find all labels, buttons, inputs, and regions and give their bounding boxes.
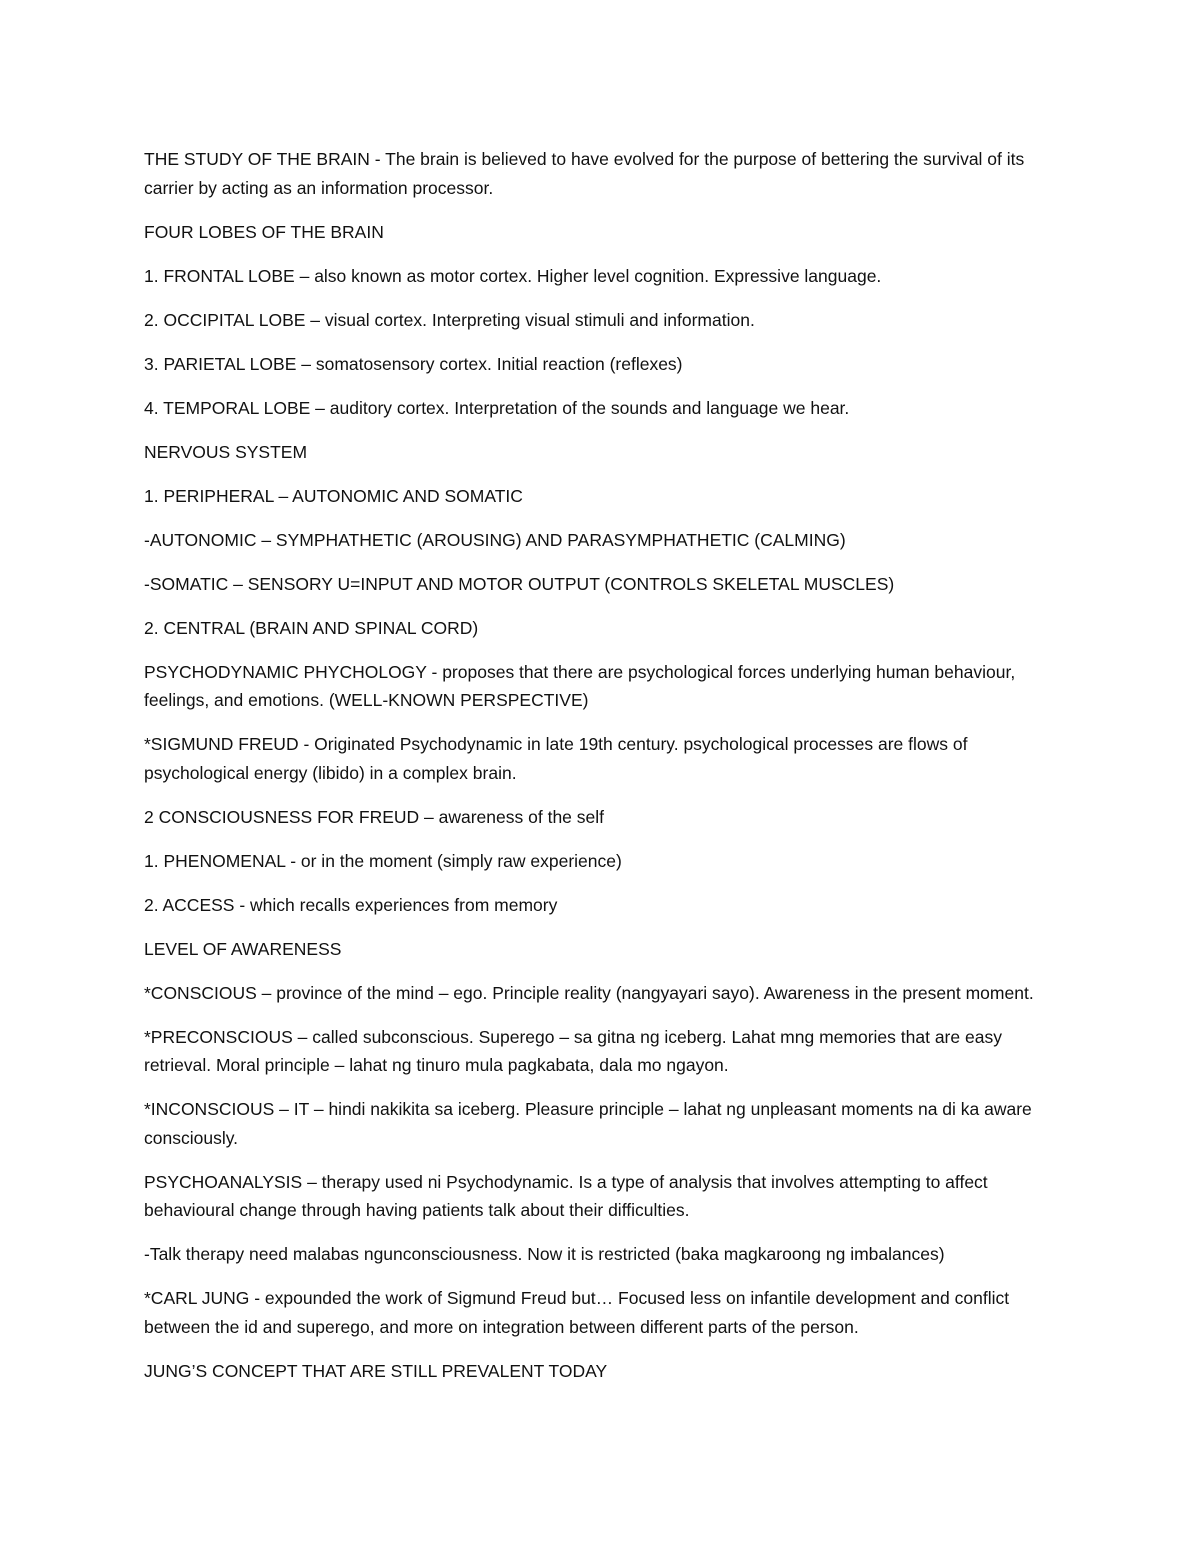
heading-four-lobes: FOUR LOBES OF THE BRAIN xyxy=(144,221,384,242)
list-item-autonomic: -AUTONOMIC – SYMPHATHETIC (AROUSING) AND PARASYMPHATHETIC (CALMING) xyxy=(144,529,846,550)
document-body xyxy=(144,145,1059,1401)
paragraph-carl-jung: *CARL JUNG - expounded the work of Sigmund Freud but… Focused less on infantile development and conflict between the id and superego, and more on integration between different parts of the person. xyxy=(144,1288,1010,1337)
list-item-phenomenal: 1. PHENOMENAL - or in the moment (simply raw experience) xyxy=(144,850,622,871)
list-item-occipital-lobe: 2. OCCIPITAL LOBE – visual cortex. Interpreting visual stimuli and information. xyxy=(144,309,755,330)
paragraph-psychoanalysis: PSYCHOANALYSIS – therapy used ni Psychodynamic. Is a type of analysis that involves attempting to affect behavioural change through having patients talk about their difficulties. xyxy=(144,1171,988,1220)
list-item-parietal-lobe: 3. PARIETAL LOBE – somatosensory cortex. Initial reaction (reflexes) xyxy=(144,353,683,374)
paragraph-sigmund-freud: *SIGMUND FREUD - Originated Psychodynamic in late 19th century. psychological processes are flows of psychological energy (libido) in a complex brain. xyxy=(144,734,968,783)
heading-nervous-system: NERVOUS SYSTEM xyxy=(144,441,308,462)
list-item-frontal-lobe: 1. FRONTAL LOBE – also known as motor cortex. Higher level cognition. Expressive language. xyxy=(144,265,882,286)
heading-level-of-awareness: LEVEL OF AWARENESS xyxy=(144,938,342,959)
heading-consciousness-freud: 2 CONSCIOUSNESS FOR FREUD – awareness of the self xyxy=(144,806,604,827)
heading-jungs-concept: JUNG’S CONCEPT THAT ARE STILL PREVALENT TODAY xyxy=(144,1360,608,1381)
paragraph-psychodynamic: PSYCHODYNAMIC PHYCHOLOGY - proposes that there are psychological forces underlying human behaviour, feelings, and emotions. (WELL-KNOWN PERSPECTIVE) xyxy=(144,661,1016,710)
list-item-peripheral: 1. PERIPHERAL – AUTONOMIC AND SOMATIC xyxy=(144,485,523,506)
paragraph-preconscious: *PRECONSCIOUS – called subconscious. Superego – sa gitna ng iceberg. Lahat mng memories that are easy retrieval. Moral principle – lahat ng tinuro mula pagkabata, dala mo ngayon. xyxy=(144,1026,1002,1075)
list-item-central: 2. CENTRAL (BRAIN AND SPINAL CORD) xyxy=(144,617,479,638)
list-item-access: 2. ACCESS - which recalls experiences from memory xyxy=(144,894,558,915)
paragraph-study-of-brain: THE STUDY OF THE BRAIN - The brain is believed to have evolved for the purpose of bettering the survival of its carrier by acting as an information processor. xyxy=(144,149,1025,198)
list-item-somatic: -SOMATIC – SENSORY U=INPUT AND MOTOR OUTPUT (CONTROLS SKELETAL MUSCLES) xyxy=(144,573,895,594)
paragraph-talk-therapy: -Talk therapy need malabas ngunconsciousness. Now it is restricted (baka magkaroong ng imbalances) xyxy=(144,1244,945,1264)
list-item-temporal-lobe: 4. TEMPORAL LOBE – auditory cortex. Interpretation of the sounds and language we hear. xyxy=(144,397,850,418)
paragraph-conscious: *CONSCIOUS – province of the mind – ego. Principle reality (nangyayari sayo). Awareness in the present moment. xyxy=(144,982,1034,1003)
paragraph-inconscious: *INCONSCIOUS – IT – hindi nakikita sa iceberg. Pleasure principle – lahat ng unpleasant moments na di ka aware consciously. xyxy=(144,1099,1032,1148)
